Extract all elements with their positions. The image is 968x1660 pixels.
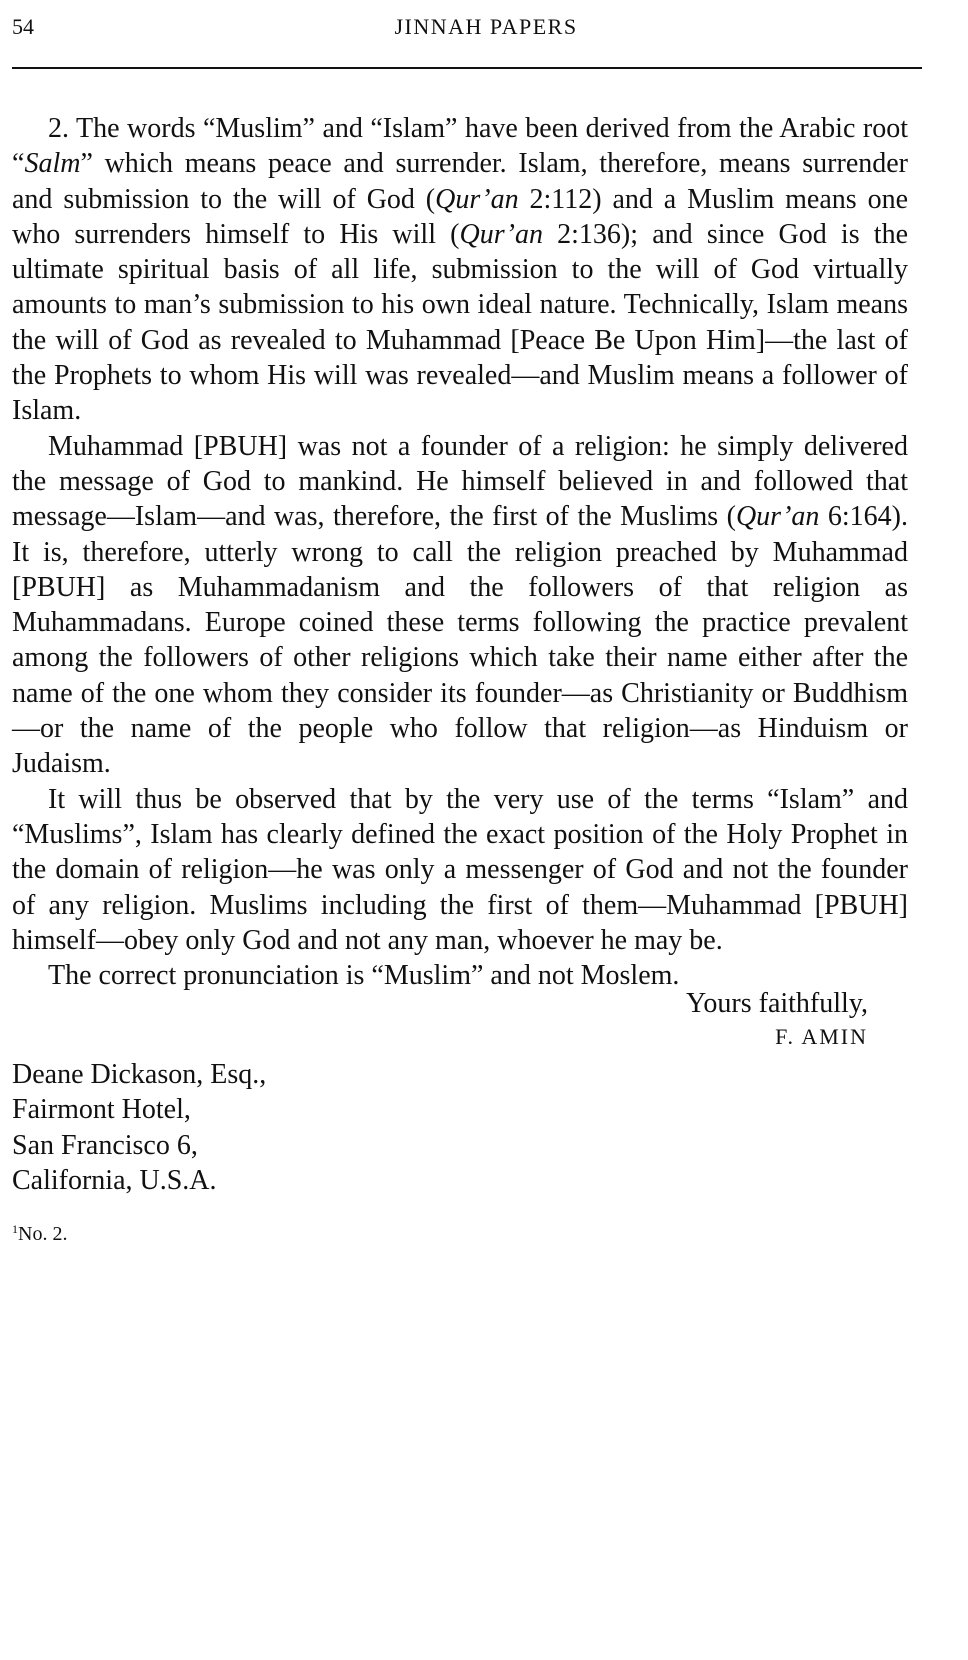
- text-run: Muhammad [PBUH] was not a founder of a religion: he simply delivered the message of God to mankind. He himself believed in and followed that message—Islam—and was, therefore, the first of the Muslims (: [12, 430, 908, 533]
- text-run: It will thus be observed that by the very use of the terms “Islam” and “Muslims”, Islam has clearly defined the exact position of the Holy Prophet in the domain of religion—he was only a messenger of God and not the founder of any religion. Muslims including the first of them—Muhammad [PBUH] himself—obey only God and not any man, whoever he may be.: [12, 783, 908, 956]
- valediction: Yours faithfully,: [685, 988, 868, 1019]
- signature: F. AMIN: [775, 1024, 868, 1049]
- text-run: 2. The words “Muslim” and “Islam” have been derived from the Arabic root “: [12, 113, 908, 180]
- footnote-marker: 1: [12, 1222, 18, 1236]
- page-number: 54: [12, 14, 34, 39]
- italic-citation: Qur’an: [435, 183, 519, 215]
- letter-body: [12, 111, 908, 993]
- paragraph: [12, 111, 908, 429]
- recipient-address: [12, 1057, 266, 1198]
- paragraph: [12, 782, 908, 958]
- address-line: California, U.S.A.: [12, 1164, 217, 1196]
- running-head: [12, 14, 920, 44]
- text-run: 2:136); and since God is the ultimate spiritual basis of all life, submission to the will of God virtually amounts to man’s submission to his own ideal nature. Technically, Islam means the will of God as revealed to Muhammad [Peace Be Upon Him]—the last of the Prophets to whom His will was revealed—and Muslim means a follower of Islam.: [12, 218, 909, 427]
- italic-citation: Qur’an: [735, 501, 820, 533]
- paragraph: [12, 429, 908, 782]
- text-run: 2:112) and a Muslim means one who surrenders himself to His will (: [12, 183, 909, 250]
- text-run: The correct pronunciation is “Muslim” and not Moslem.: [48, 960, 680, 992]
- text-run: ” which means peace and surrender. Islam, therefore, means surrender and submission to the will of God (: [12, 148, 908, 215]
- italic-citation: Salm: [24, 148, 81, 180]
- address-line: Deane Dickason, Esq.,: [12, 1059, 267, 1090]
- header-rule: [12, 67, 922, 69]
- running-title: JINNAH PAPERS: [394, 14, 578, 39]
- address-line: Fairmont Hotel,: [12, 1094, 191, 1126]
- address-line: San Francisco 6,: [12, 1129, 198, 1161]
- footnote: [12, 1222, 67, 1246]
- footnote-text: No. 2.: [18, 1223, 68, 1245]
- text-run: 6:164). It is, therefore, utterly wrong to call the religion preached by Muhammad [PBUH] as Muhammadanism and the followers of that religion as Muhammadans. Europe coined these terms following the practice prevalent among the followers of other religions which take their name either after the name of the one whom they consider its founder—as Christianity or Buddhism—or the name of the people who follow that religion—as Hinduism or Judaism.: [12, 501, 909, 780]
- italic-citation: Qur’an: [459, 218, 543, 250]
